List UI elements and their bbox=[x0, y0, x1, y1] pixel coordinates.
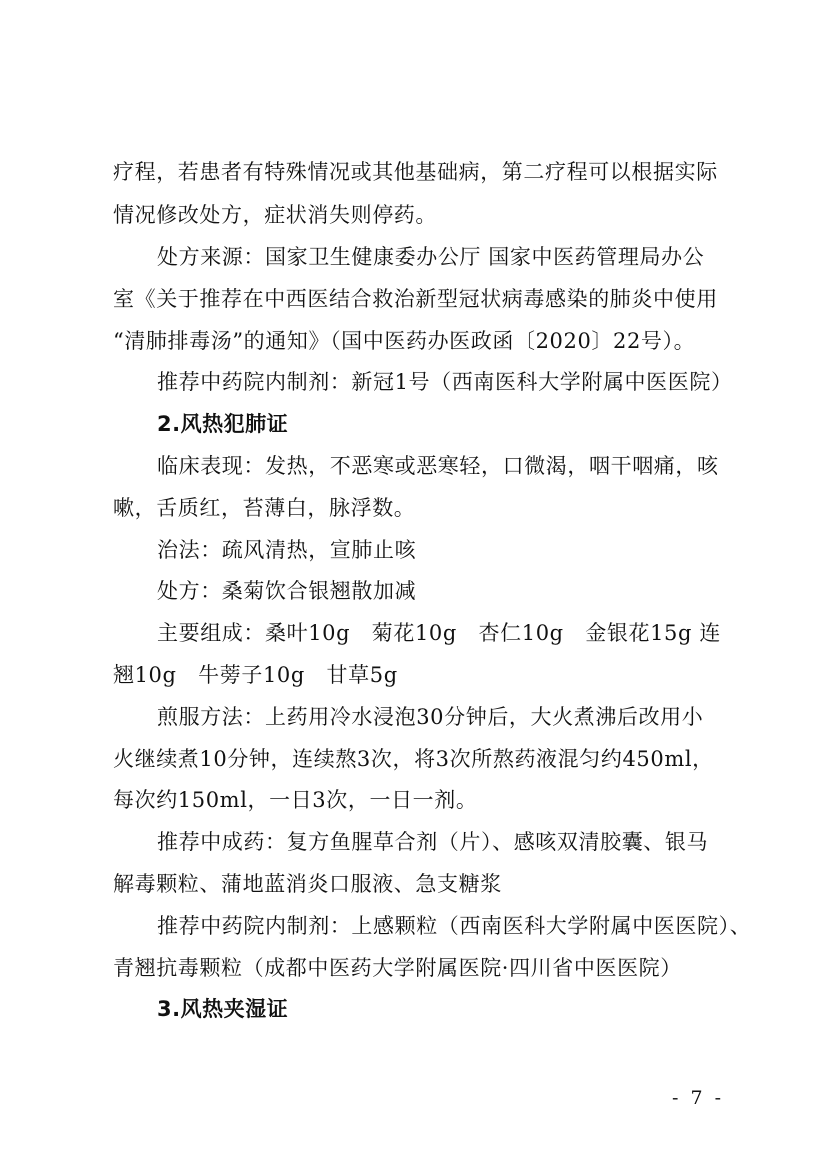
paragraph-line: 室《关于推荐在中西医结合救治新型冠状病毒感染的肺炎中使用 bbox=[113, 287, 718, 311]
paragraph-line: 处方来源：国家卫生健康委办公厅 国家中医药管理局办公 bbox=[157, 245, 705, 269]
paragraph-line: 青翘抗毒颗粒（成都中医药大学附属医院·四川省中医医院） bbox=[113, 956, 682, 980]
paragraph-line: 推荐中药院内制剂：上感颗粒（西南医科大学附属中医医院）、 bbox=[157, 914, 752, 938]
paragraph-line: 治法：疏风清热，宣肺止咳 bbox=[157, 538, 417, 562]
paragraph-line: 解毒颗粒、蒲地蓝消炎口服液、急支糖浆 bbox=[113, 872, 502, 896]
paragraph-line: 推荐中药院内制剂：新冠1号（西南医科大学附属中医医院） bbox=[157, 370, 733, 394]
paragraph-line: 疗程，若患者有特殊情况或其他基础病，第二疗程可以根据实际 bbox=[113, 160, 718, 184]
paragraph-line: 火继续煮10分钟，连续熬3次，将3次所熬药液混匀约450ml， bbox=[113, 747, 714, 771]
section-heading: 2.风热犯肺证 bbox=[157, 412, 289, 436]
section-heading: 3.风热夹湿证 bbox=[157, 997, 289, 1021]
paragraph-line: 每次约150ml，一日3次，一日一剂。 bbox=[113, 788, 478, 812]
paragraph-line: “清肺排毒汤”的通知》（国中医药办医政函〔2020〕22号）。 bbox=[113, 329, 696, 353]
paragraph-line: 主要组成：桑叶10g 菊花10g 杏仁10g 金银花15g 连 bbox=[157, 621, 721, 645]
paragraph-line: 推荐中成药：复方鱼腥草合剂（片）、感咳双清胶囊、银马 bbox=[157, 830, 709, 854]
paragraph-line: 处方：桑菊饮合银翘散加减 bbox=[157, 579, 417, 603]
paragraph-line: 临床表现：发热，不恶寒或恶寒轻，口微渴，咽干咽痛，咳 bbox=[157, 454, 719, 478]
page-number: - 7 - bbox=[672, 1087, 725, 1109]
paragraph-line: 情况修改处方，症状消失则停药。 bbox=[113, 203, 437, 227]
paragraph-line: 煎服方法：上药用冷水浸泡30分钟后，大火煮沸后改用小 bbox=[157, 705, 704, 729]
paragraph-line: 翘10g 牛蒡子10g 甘草5g bbox=[113, 663, 398, 687]
paragraph-line: 嗽，舌质红，苔薄白，脉浮数。 bbox=[113, 496, 416, 520]
